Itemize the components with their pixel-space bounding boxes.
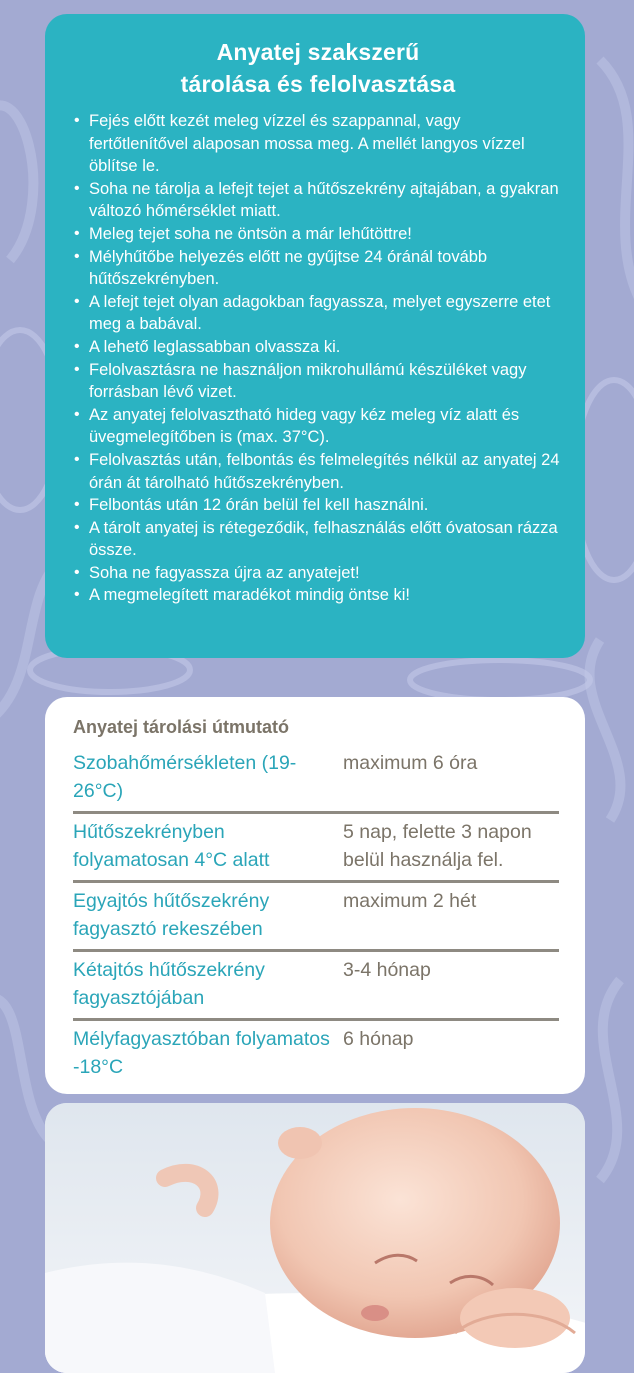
list-item	[73, 110, 563, 178]
storage-duration: 5 nap, felette 3 napon belül használja fel.	[343, 821, 532, 871]
storage-location: Mélyfagyasztóban folyamatos -18°C	[73, 1028, 330, 1078]
tip-text: Felbontás után 12 órán belül fel kell használni.	[89, 496, 429, 515]
sleeping-baby-illustration	[45, 1103, 585, 1373]
bullet-icon: •	[74, 450, 80, 468]
tip-text: A lehető leglassabban olvassza ki.	[89, 337, 341, 356]
bullet-icon: •	[74, 224, 80, 242]
tip-text: A lefejt tejet olyan adagokban fagyassza, melyet egyszerre etet meg a babával.	[89, 292, 551, 334]
tip-text: Mélyhűtőbe helyezés előtt ne gyűjtse 24 óránál tovább hűtőszekrényben.	[89, 247, 488, 289]
storage-tips-card	[45, 14, 585, 658]
list-item	[73, 494, 563, 517]
bullet-icon: •	[74, 112, 80, 129]
storage-guide-title: Anyatej tárolási útmutató	[73, 717, 290, 737]
tip-text: Fejés előtt kezét meleg vízzel és szappannal, vagy fertőtlenítővel alaposan mossa meg. A mellét langyos vízzel öblítse le.	[89, 112, 525, 176]
list-item	[73, 562, 563, 585]
tip-text: A tárolt anyatej is rétegeződik, felhasználás előtt óvatosan rázza össze.	[89, 518, 558, 560]
storage-duration: 3-4 hónap	[343, 959, 431, 981]
tips-title-line2: tárolása és felolvasztása	[180, 71, 456, 97]
bullet-icon: •	[74, 247, 80, 265]
tip-text: Meleg tejet soha ne öntsön a már lehűtöttre!	[89, 224, 412, 243]
tip-text: Az anyatej felolvasztható hideg vagy kéz meleg víz alatt és üvegmelegítőben is (max. 37°C).	[89, 405, 520, 447]
list-item	[73, 404, 563, 449]
table-row	[73, 883, 559, 952]
storage-location: Szobahőmérsékleten (19-26°C)	[73, 752, 297, 802]
tip-text: A megmelegített maradékot mindig öntse ki!	[89, 586, 410, 605]
list-item	[73, 449, 563, 494]
storage-guide-card	[45, 697, 585, 1094]
bullet-icon: •	[74, 496, 80, 514]
tips-title	[73, 36, 563, 100]
bullet-icon: •	[74, 563, 80, 581]
table-row	[73, 814, 559, 883]
tip-text: Felolvasztás után, felbontás és felmelegítés nélkül az anyatej 24 órán át tárolható hűtőszekrényben.	[89, 450, 560, 492]
list-item	[73, 223, 563, 246]
storage-location: Egyajtós hűtőszekrény fagyasztó rekeszében	[73, 890, 270, 940]
table-row	[73, 1021, 559, 1087]
storage-location: Hűtőszekrényben folyamatosan 4°C alatt	[73, 821, 270, 871]
tip-text: Soha ne tárolja a lefejt tejet a hűtőszekrény ajtajában, a gyakran változó hőmérséklet miatt.	[89, 179, 559, 221]
list-item	[73, 178, 563, 223]
tip-text: Soha ne fagyassza újra az anyatejet!	[89, 563, 360, 582]
storage-duration: maximum 6 óra	[343, 752, 478, 774]
bullet-icon: •	[74, 337, 80, 355]
bullet-icon: •	[74, 586, 80, 604]
list-item	[73, 291, 563, 336]
storage-duration: 6 hónap	[343, 1028, 414, 1050]
table-row	[73, 952, 559, 1021]
storage-duration: maximum 2 hét	[343, 890, 477, 912]
table-row	[73, 745, 559, 814]
sleeping-baby-photo	[45, 1103, 585, 1373]
bullet-icon: •	[74, 179, 80, 197]
list-item	[73, 336, 563, 359]
list-item	[73, 517, 563, 562]
bullet-icon: •	[74, 292, 80, 310]
list-item	[73, 246, 563, 291]
bullet-icon: •	[74, 405, 80, 423]
tips-list	[73, 110, 563, 607]
list-item	[73, 359, 563, 404]
tips-title-line1: Anyatej szakszerű	[216, 39, 420, 65]
bullet-icon: •	[74, 360, 80, 378]
tip-text: Felolvasztásra ne használjon mikrohullámú készüléket vagy forrásban lévő vizet.	[89, 360, 527, 402]
bullet-icon: •	[74, 518, 80, 536]
storage-location: Kétajtós hűtőszekrény fagyasztójában	[73, 959, 265, 1009]
list-item	[73, 584, 563, 607]
